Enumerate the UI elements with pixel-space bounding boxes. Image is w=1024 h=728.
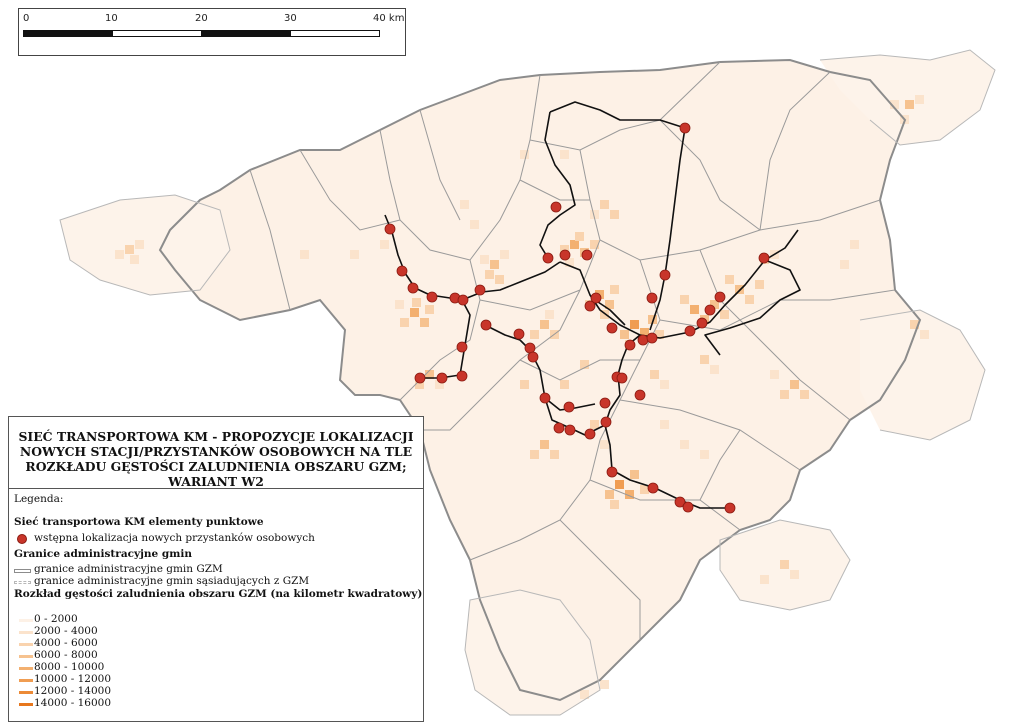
density-cell: [660, 420, 669, 429]
legend-density-swatch: [19, 643, 33, 646]
density-cell: [425, 305, 434, 314]
density-cell: [630, 320, 639, 329]
density-cell: [620, 330, 629, 339]
density-cell: [600, 680, 609, 689]
stop-marker[interactable]: [685, 326, 695, 336]
density-cell: [660, 380, 669, 389]
stop-marker[interactable]: [554, 423, 564, 433]
density-cell: [720, 310, 729, 319]
density-cell: [650, 370, 659, 379]
legend-density-label: 2000 - 4000: [34, 625, 98, 637]
stop-marker[interactable]: [638, 335, 648, 345]
density-cell: [840, 260, 849, 269]
density-cell: [530, 450, 539, 459]
stop-marker[interactable]: [408, 283, 418, 293]
density-cell: [300, 250, 309, 259]
density-cell: [540, 320, 549, 329]
stop-marker[interactable]: [565, 425, 575, 435]
density-cell: [610, 500, 619, 509]
density-cell: [780, 560, 789, 569]
density-cell: [530, 330, 539, 339]
legend-density-swatch: [19, 655, 33, 658]
density-cell: [770, 370, 779, 379]
stop-marker[interactable]: [551, 202, 561, 212]
scale-bar: [18, 8, 406, 56]
scale-label-0: 0: [23, 13, 30, 24]
legend-density-label: 0 - 2000: [34, 613, 78, 625]
scale-segment-2: [112, 30, 202, 37]
legend-density-label: 6000 - 8000: [34, 649, 98, 661]
legend-density-label: 12000 - 14000: [34, 685, 112, 697]
stop-marker[interactable]: [525, 343, 535, 353]
legend-neighbor-boundary-swatch: [14, 581, 31, 584]
stop-marker[interactable]: [560, 250, 570, 260]
legend-panel: [8, 416, 424, 722]
density-cell: [680, 295, 689, 304]
stop-marker[interactable]: [540, 393, 550, 403]
density-cell: [520, 380, 529, 389]
stop-marker[interactable]: [385, 224, 395, 234]
legend-gzm-boundary-swatch: [14, 569, 31, 573]
density-cell: [610, 285, 619, 294]
scale-label-20: 20: [195, 13, 208, 24]
density-cell: [755, 280, 764, 289]
density-cell: [400, 318, 409, 327]
stop-marker[interactable]: [457, 342, 467, 352]
stop-marker[interactable]: [415, 373, 425, 383]
legend-density-label: 4000 - 6000: [34, 637, 98, 649]
stop-marker[interactable]: [725, 503, 735, 513]
scale-label-10: 10: [105, 13, 118, 24]
legend-density-section: Rozkład gęstości zaludnienia obszaru GZM (na kilometr kwadratowy): [14, 588, 423, 600]
stop-marker[interactable]: [528, 352, 538, 362]
stop-marker[interactable]: [647, 333, 657, 343]
density-cell: [485, 270, 494, 279]
density-cell: [605, 490, 614, 499]
legend-stop-dot: [17, 534, 27, 544]
legend-stop-label: wstępna lokalizacja nowych przystanków osobowych: [34, 532, 315, 544]
stop-marker[interactable]: [759, 253, 769, 263]
stop-marker[interactable]: [397, 266, 407, 276]
density-cell: [690, 305, 699, 314]
stop-marker[interactable]: [475, 285, 485, 295]
density-cell: [412, 298, 421, 307]
density-cell: [495, 275, 504, 284]
density-cell: [410, 308, 419, 317]
legend-neighbor-boundary-label: granice administracyjne gmin sąsiadujących z GZM: [34, 575, 310, 587]
density-cell: [745, 295, 754, 304]
stop-marker[interactable]: [458, 295, 468, 305]
legend-boundaries-section: Granice administracyjne gmin: [14, 548, 192, 560]
density-cell: [615, 480, 624, 489]
density-cell: [560, 380, 569, 389]
density-cell: [800, 390, 809, 399]
legend-density-label: 14000 - 16000: [34, 697, 112, 709]
density-cell: [130, 255, 139, 264]
stop-marker[interactable]: [514, 329, 524, 339]
stop-marker[interactable]: [607, 323, 617, 333]
density-cell: [135, 240, 144, 249]
stop-marker[interactable]: [617, 373, 627, 383]
density-cell: [700, 450, 709, 459]
stop-marker[interactable]: [607, 467, 617, 477]
density-cell: [550, 450, 559, 459]
stop-marker[interactable]: [635, 390, 645, 400]
map-title: SIEĆ TRANSPORTOWA KM - PROPOZYCJE LOKALIZACJI NOWYCH STACJI/PRZYSTANKÓW OSOBOWYCH NA TLE ROZKŁADU GĘSTOŚCI ZALUDNIENIA OBSZARU GZM; WARIANT W2: [9, 417, 423, 489]
legend-heading: Legenda:: [14, 493, 64, 505]
scale-label-30: 30: [284, 13, 297, 24]
neighbor-area-west: [60, 195, 230, 295]
stop-marker[interactable]: [697, 318, 707, 328]
legend-density-label: 10000 - 12000: [34, 673, 112, 685]
density-cell: [850, 240, 859, 249]
stop-marker[interactable]: [564, 402, 574, 412]
density-cell: [920, 330, 929, 339]
stop-marker[interactable]: [715, 292, 725, 302]
density-cell: [350, 250, 359, 259]
scale-segment-1: [23, 30, 113, 37]
density-cell: [600, 440, 609, 449]
scale-segment-3: [201, 30, 291, 37]
density-cell: [490, 260, 499, 269]
stop-marker[interactable]: [582, 250, 592, 260]
density-cell: [710, 365, 719, 374]
density-cell: [760, 575, 769, 584]
density-cell: [590, 420, 599, 429]
stop-marker[interactable]: [543, 253, 553, 263]
legend-density-swatch: [19, 667, 33, 670]
density-cell: [700, 355, 709, 364]
density-cell: [905, 100, 914, 109]
density-cell: [540, 440, 549, 449]
stop-marker[interactable]: [601, 417, 611, 427]
stop-marker[interactable]: [481, 320, 491, 330]
density-cell: [590, 240, 599, 249]
scale-segment-4: [290, 30, 380, 37]
legend-density-swatch: [19, 631, 33, 634]
density-cell: [380, 240, 389, 249]
density-cell: [680, 440, 689, 449]
density-cell: [780, 390, 789, 399]
stop-marker[interactable]: [648, 483, 658, 493]
legend-density-swatch: [19, 691, 33, 694]
density-cell: [725, 275, 734, 284]
density-cell: [915, 95, 924, 104]
density-cell: [420, 318, 429, 327]
density-cell: [570, 240, 579, 249]
stop-marker[interactable]: [647, 293, 657, 303]
density-cell: [500, 250, 509, 259]
stop-marker[interactable]: [683, 502, 693, 512]
legend-points-section: Sieć transportowa KM elementy punktowe: [14, 516, 264, 528]
stop-marker[interactable]: [427, 292, 437, 302]
stop-marker[interactable]: [660, 270, 670, 280]
stop-marker[interactable]: [457, 371, 467, 381]
density-cell: [600, 200, 609, 209]
legend-density-label: 8000 - 10000: [34, 661, 105, 673]
density-cell: [460, 200, 469, 209]
stop-marker[interactable]: [600, 398, 610, 408]
density-cell: [395, 300, 404, 309]
stop-marker[interactable]: [585, 429, 595, 439]
neighbor-area-east: [860, 310, 985, 440]
stop-marker[interactable]: [705, 305, 715, 315]
stop-marker[interactable]: [625, 340, 635, 350]
density-cell: [560, 150, 569, 159]
density-cell: [480, 255, 489, 264]
stop-marker[interactable]: [680, 123, 690, 133]
density-cell: [125, 245, 134, 254]
legend-density-swatch: [19, 703, 33, 706]
density-cell: [575, 232, 584, 241]
density-cell: [790, 380, 799, 389]
legend-gzm-boundary-label: granice administracyjne gmin GZM: [34, 563, 223, 575]
density-cell: [790, 570, 799, 579]
scale-label-40km: 40 km: [373, 13, 405, 24]
density-cell: [115, 250, 124, 259]
legend-density-swatch: [19, 679, 33, 682]
density-cell: [630, 470, 639, 479]
density-cell: [610, 210, 619, 219]
legend-density-swatch: [19, 619, 33, 622]
density-cell: [470, 220, 479, 229]
stop-marker[interactable]: [437, 373, 447, 383]
density-cell: [545, 310, 554, 319]
stop-marker[interactable]: [585, 301, 595, 311]
